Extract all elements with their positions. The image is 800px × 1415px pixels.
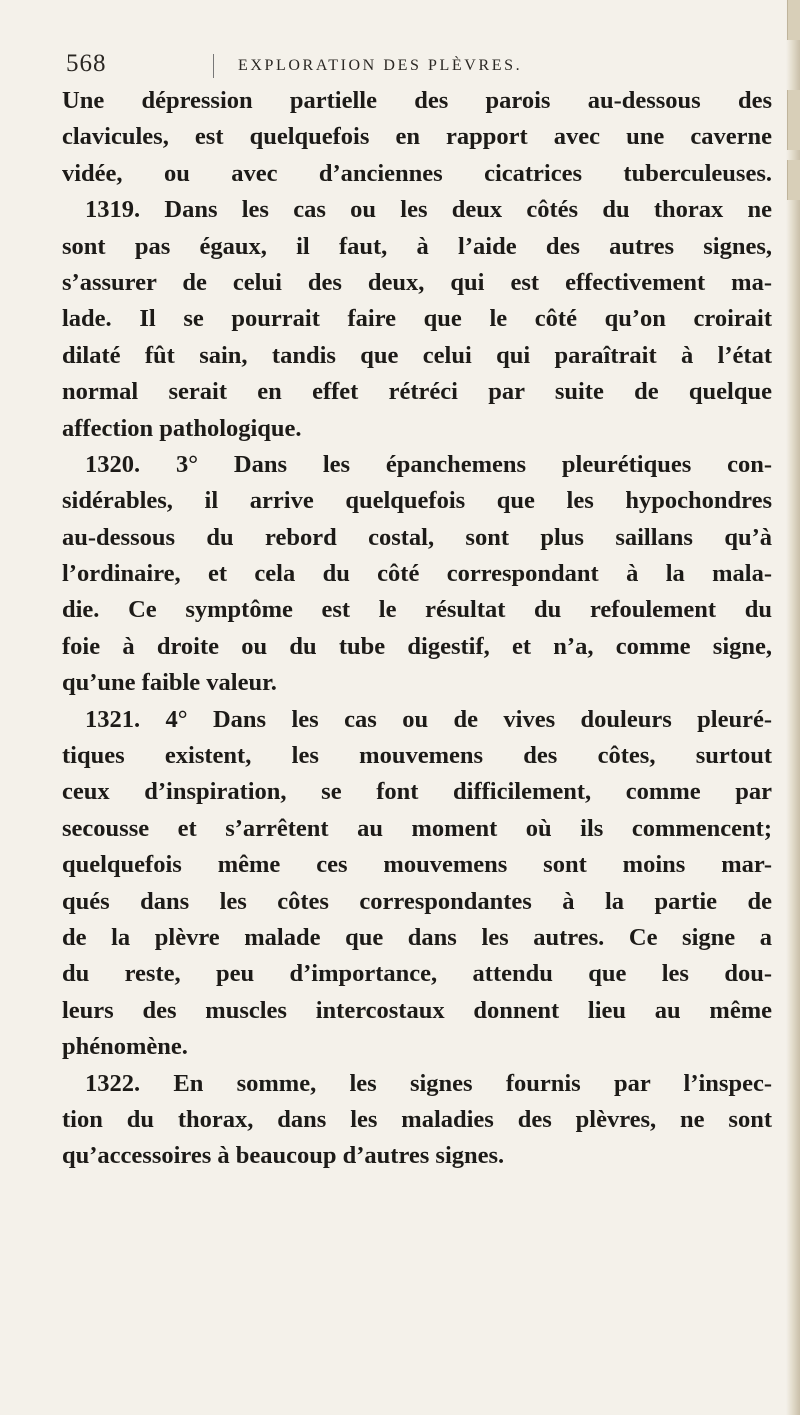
text-line: Une dépression partielle des parois au-dessous des	[62, 87, 772, 114]
text-line: qu’une faible valeur.	[62, 669, 277, 697]
text-line: normal serait en effet rétréci par suite de quelque	[62, 378, 772, 406]
text-line: tion du thorax, dans les maladies des plèvres, ne sont	[62, 1105, 772, 1133]
text-line: sont pas égaux, il faut, à l’aide des autres signes,	[62, 232, 772, 260]
running-head: EXPLORATION DES PLÈVRES.	[238, 57, 523, 74]
paragraph-start-1320: 1320. 3° Dans les épanchemens pleurétiques con-	[85, 450, 772, 478]
text-line: s’assurer de celui des deux, qui est effectivement ma-	[62, 268, 772, 296]
page-edge-tab	[787, 160, 800, 200]
text-line: die. Ce symptôme est le résultat du refoulement du	[62, 596, 772, 624]
paragraph-start-1319: 1319. Dans les cas ou les deux côtés du thorax ne	[85, 196, 772, 224]
paragraph-start-1322: 1322. En somme, les signes fournis par l’inspec-	[85, 1069, 772, 1097]
text-line: clavicules, est quelquefois en rapport avec une caverne	[62, 123, 772, 151]
text-line: lade. Il se pourrait faire que le côté qu’on croirait	[62, 305, 772, 333]
page-edge-tab	[787, 90, 800, 150]
text-line: quelquefois même ces mouvemens sont moins mar-	[62, 851, 772, 879]
page-header	[66, 50, 766, 84]
text-line: phénomène.	[62, 1033, 188, 1061]
text-line: de la plèvre malade que dans les autres. Ce signe a	[62, 923, 772, 951]
text-line: leurs des muscles intercostaux donnent lieu au même	[62, 996, 772, 1024]
text-line: affection pathologique.	[62, 414, 302, 442]
text-line: secousse et s’arrêtent au moment où ils commencent;	[62, 814, 772, 842]
text-line: dilaté fût sain, tandis que celui qui paraîtrait à l’état	[62, 341, 772, 369]
body-text	[62, 83, 772, 1175]
page-number: 568	[66, 50, 107, 77]
text-line: au-dessous du rebord costal, sont plus saillans qu’à	[62, 523, 772, 551]
page-edge-tab	[787, 0, 800, 40]
header-rule	[213, 54, 214, 78]
text-line: tiques existent, les mouvemens des côtes, surtout	[62, 742, 772, 770]
page-edge	[786, 0, 800, 1415]
text-line: du reste, peu d’importance, attendu que les dou-	[62, 960, 772, 988]
text-line: ceux d’inspiration, se font difficilement, comme par	[62, 778, 772, 806]
text-line: qu’accessoires à beaucoup d’autres signes.	[62, 1142, 505, 1170]
text-line: vidée, ou avec d’anciennes cicatrices tuberculeuses.	[62, 159, 772, 187]
text-line: l’ordinaire, et cela du côté correspondant à la mala-	[62, 560, 772, 588]
paragraph-start-1321: 1321. 4° Dans les cas ou de vives douleurs pleuré-	[85, 705, 772, 733]
text-line: sidérables, il arrive quelquefois que les hypochondres	[62, 487, 772, 515]
text-line: foie à droite ou du tube digestif, et n’a, comme signe,	[62, 632, 772, 660]
text-line: qués dans les côtes correspondantes à la partie de	[62, 887, 772, 915]
